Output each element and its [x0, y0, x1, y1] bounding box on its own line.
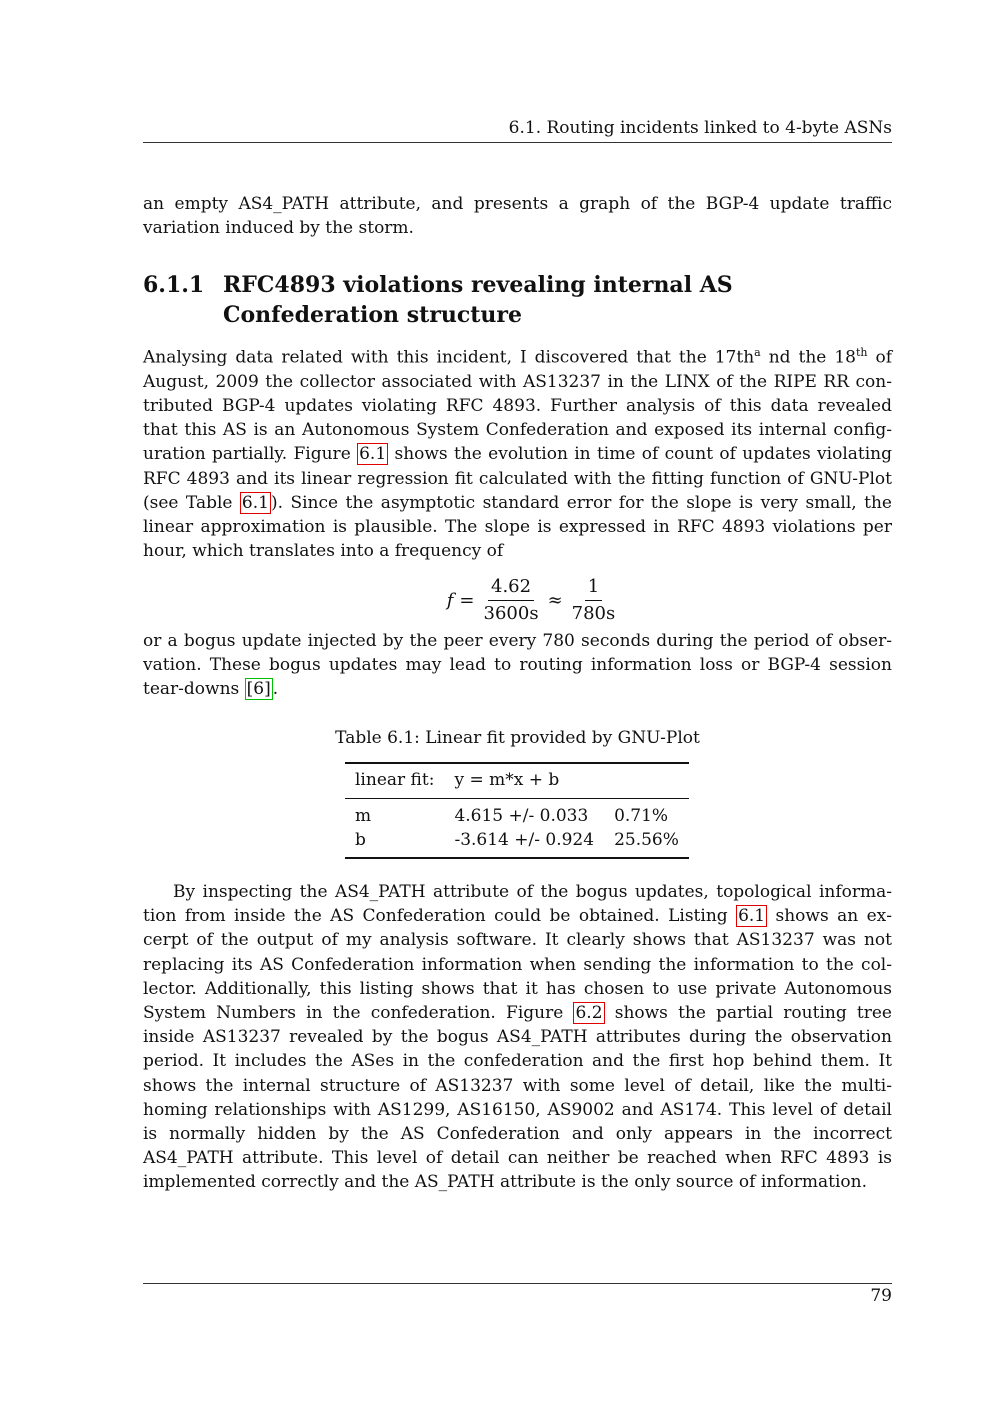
- text-run: shows the partial routing tree inside AS13237 revealed by the bogus AS4_PATH attributes during the observation period. It includes the ASes in the confederation and the first hop behind them. It shows the internal structure of AS13237 with some level of detail, like the multi-homing relationships with AS1299, AS16150, AS9002 and AS174. This level of detail is normally hidden by the AS Confederation and only appears in the incorrect AS4_PATH attribute. This level of detail can neither be reached when RFC 4893 is implemented correctly and the AS_PATH attribute is the only source of information.: [143, 1003, 892, 1193]
- superscript: a: [754, 346, 761, 359]
- intro-text: an empty AS4_PATH attribute, and presents a graph of the BGP-4 update traffic variation induced by the storm.: [143, 194, 892, 239]
- linear-fit-table: [345, 762, 684, 859]
- text-run: Analysing data related with this incident, I discovered that the 17th: [143, 347, 755, 368]
- table-cell: 25.56%: [614, 830, 679, 850]
- fraction-1: [481, 576, 542, 625]
- page-number: 79: [870, 1286, 892, 1306]
- table-header-cell: y = m*x + b: [454, 770, 560, 790]
- table-row: [345, 828, 689, 858]
- paragraph-1-text: [143, 341, 892, 563]
- intro-paragraph: [143, 192, 892, 240]
- equation: [143, 572, 892, 628]
- running-header: 6.1. Routing incidents linked to 4-byte ASNs: [508, 118, 892, 138]
- section-number: 6.1.1: [143, 272, 205, 298]
- equation-equals: =: [459, 589, 475, 611]
- equation-variable: f: [446, 589, 454, 611]
- table-header-row: [345, 763, 689, 799]
- superscript: th: [855, 346, 868, 359]
- figure-ref-link[interactable]: 6.1: [359, 444, 387, 465]
- table-cell: -3.614 +/- 0.924: [454, 830, 595, 850]
- fraction-2-numerator: 1: [585, 576, 602, 601]
- paragraph-2-text: [143, 629, 892, 702]
- text-run: By inspecting the AS4_PATH attribute of the bogus updates, topological information from inside the AS Confederation could be obtained. Listing: [143, 882, 892, 927]
- text-run: .: [272, 679, 279, 700]
- paragraph-2: [143, 629, 892, 702]
- table-cell: b: [355, 830, 366, 850]
- section-heading: [143, 270, 892, 330]
- fraction-1-denominator: 3600s: [483, 602, 539, 624]
- listing-ref-link[interactable]: 6.1: [738, 906, 766, 927]
- table-header-cell: [604, 763, 689, 799]
- text-run: ). Since the asymptotic standard error for the slope is very small, the linear approximation is plausible. The slope is expressed in RFC 4893 violations per hour, which translates into a frequency of: [143, 492, 892, 562]
- table-cell: 0.71%: [614, 806, 669, 826]
- text-run: shows the evolution in time of count of updates violating RFC 4893 and its linear regression fit calculated with the fitting function of GNU-Plot (see Table: [143, 444, 893, 513]
- fraction-2: [569, 576, 619, 625]
- paragraph-1: [143, 341, 892, 563]
- table-cell: m: [355, 806, 372, 826]
- section-title: RFC4893 violations revealing internal AS Confederation structure: [223, 272, 733, 328]
- fraction-2-denominator: 780s: [571, 602, 616, 624]
- header-rule: [143, 142, 892, 143]
- citation-link[interactable]: [6]: [246, 679, 271, 700]
- table-row: [345, 799, 689, 829]
- text-run: shows an excerpt of the output of my analysis software. It clearly shows that AS13237 was not replacing its AS Confederation information when sending the information to the collector. Additionally, this listing shows that it has chosen to use private Autonomous System Numbers in the confederation. Figure: [143, 906, 892, 1024]
- table-caption: Table 6.1: Linear fit provided by GNU-Plot: [335, 728, 700, 748]
- table-header-cell: linear fit:: [355, 770, 435, 790]
- text-run: nd the 18: [760, 347, 856, 368]
- table-ref-link[interactable]: 6.1: [241, 492, 269, 513]
- equation-approx: ≈: [547, 589, 563, 611]
- text-run: of August, 2009 the collector associated with AS13237 in the LINX of the RIPE RR contributed BGP-4 updates violating RFC 4893. Further analysis of this data revealed that this AS is an Autonomous System Confederation and exposed its internal configuration partially. Figure: [143, 347, 892, 465]
- text-run: or a bogus update injected by the peer every 780 seconds during the period of observation. These bogus updates may lead to routing information loss or BGP-4 session tear-downs: [143, 631, 892, 700]
- figure-ref-link[interactable]: 6.2: [575, 1003, 603, 1024]
- fraction-1-numerator: 4.62: [488, 576, 534, 601]
- footer-rule: [143, 1283, 892, 1284]
- paragraph-3: [143, 880, 892, 1195]
- paragraph-3-text: [143, 880, 892, 1195]
- table-cell: 4.615 +/- 0.033: [454, 806, 589, 826]
